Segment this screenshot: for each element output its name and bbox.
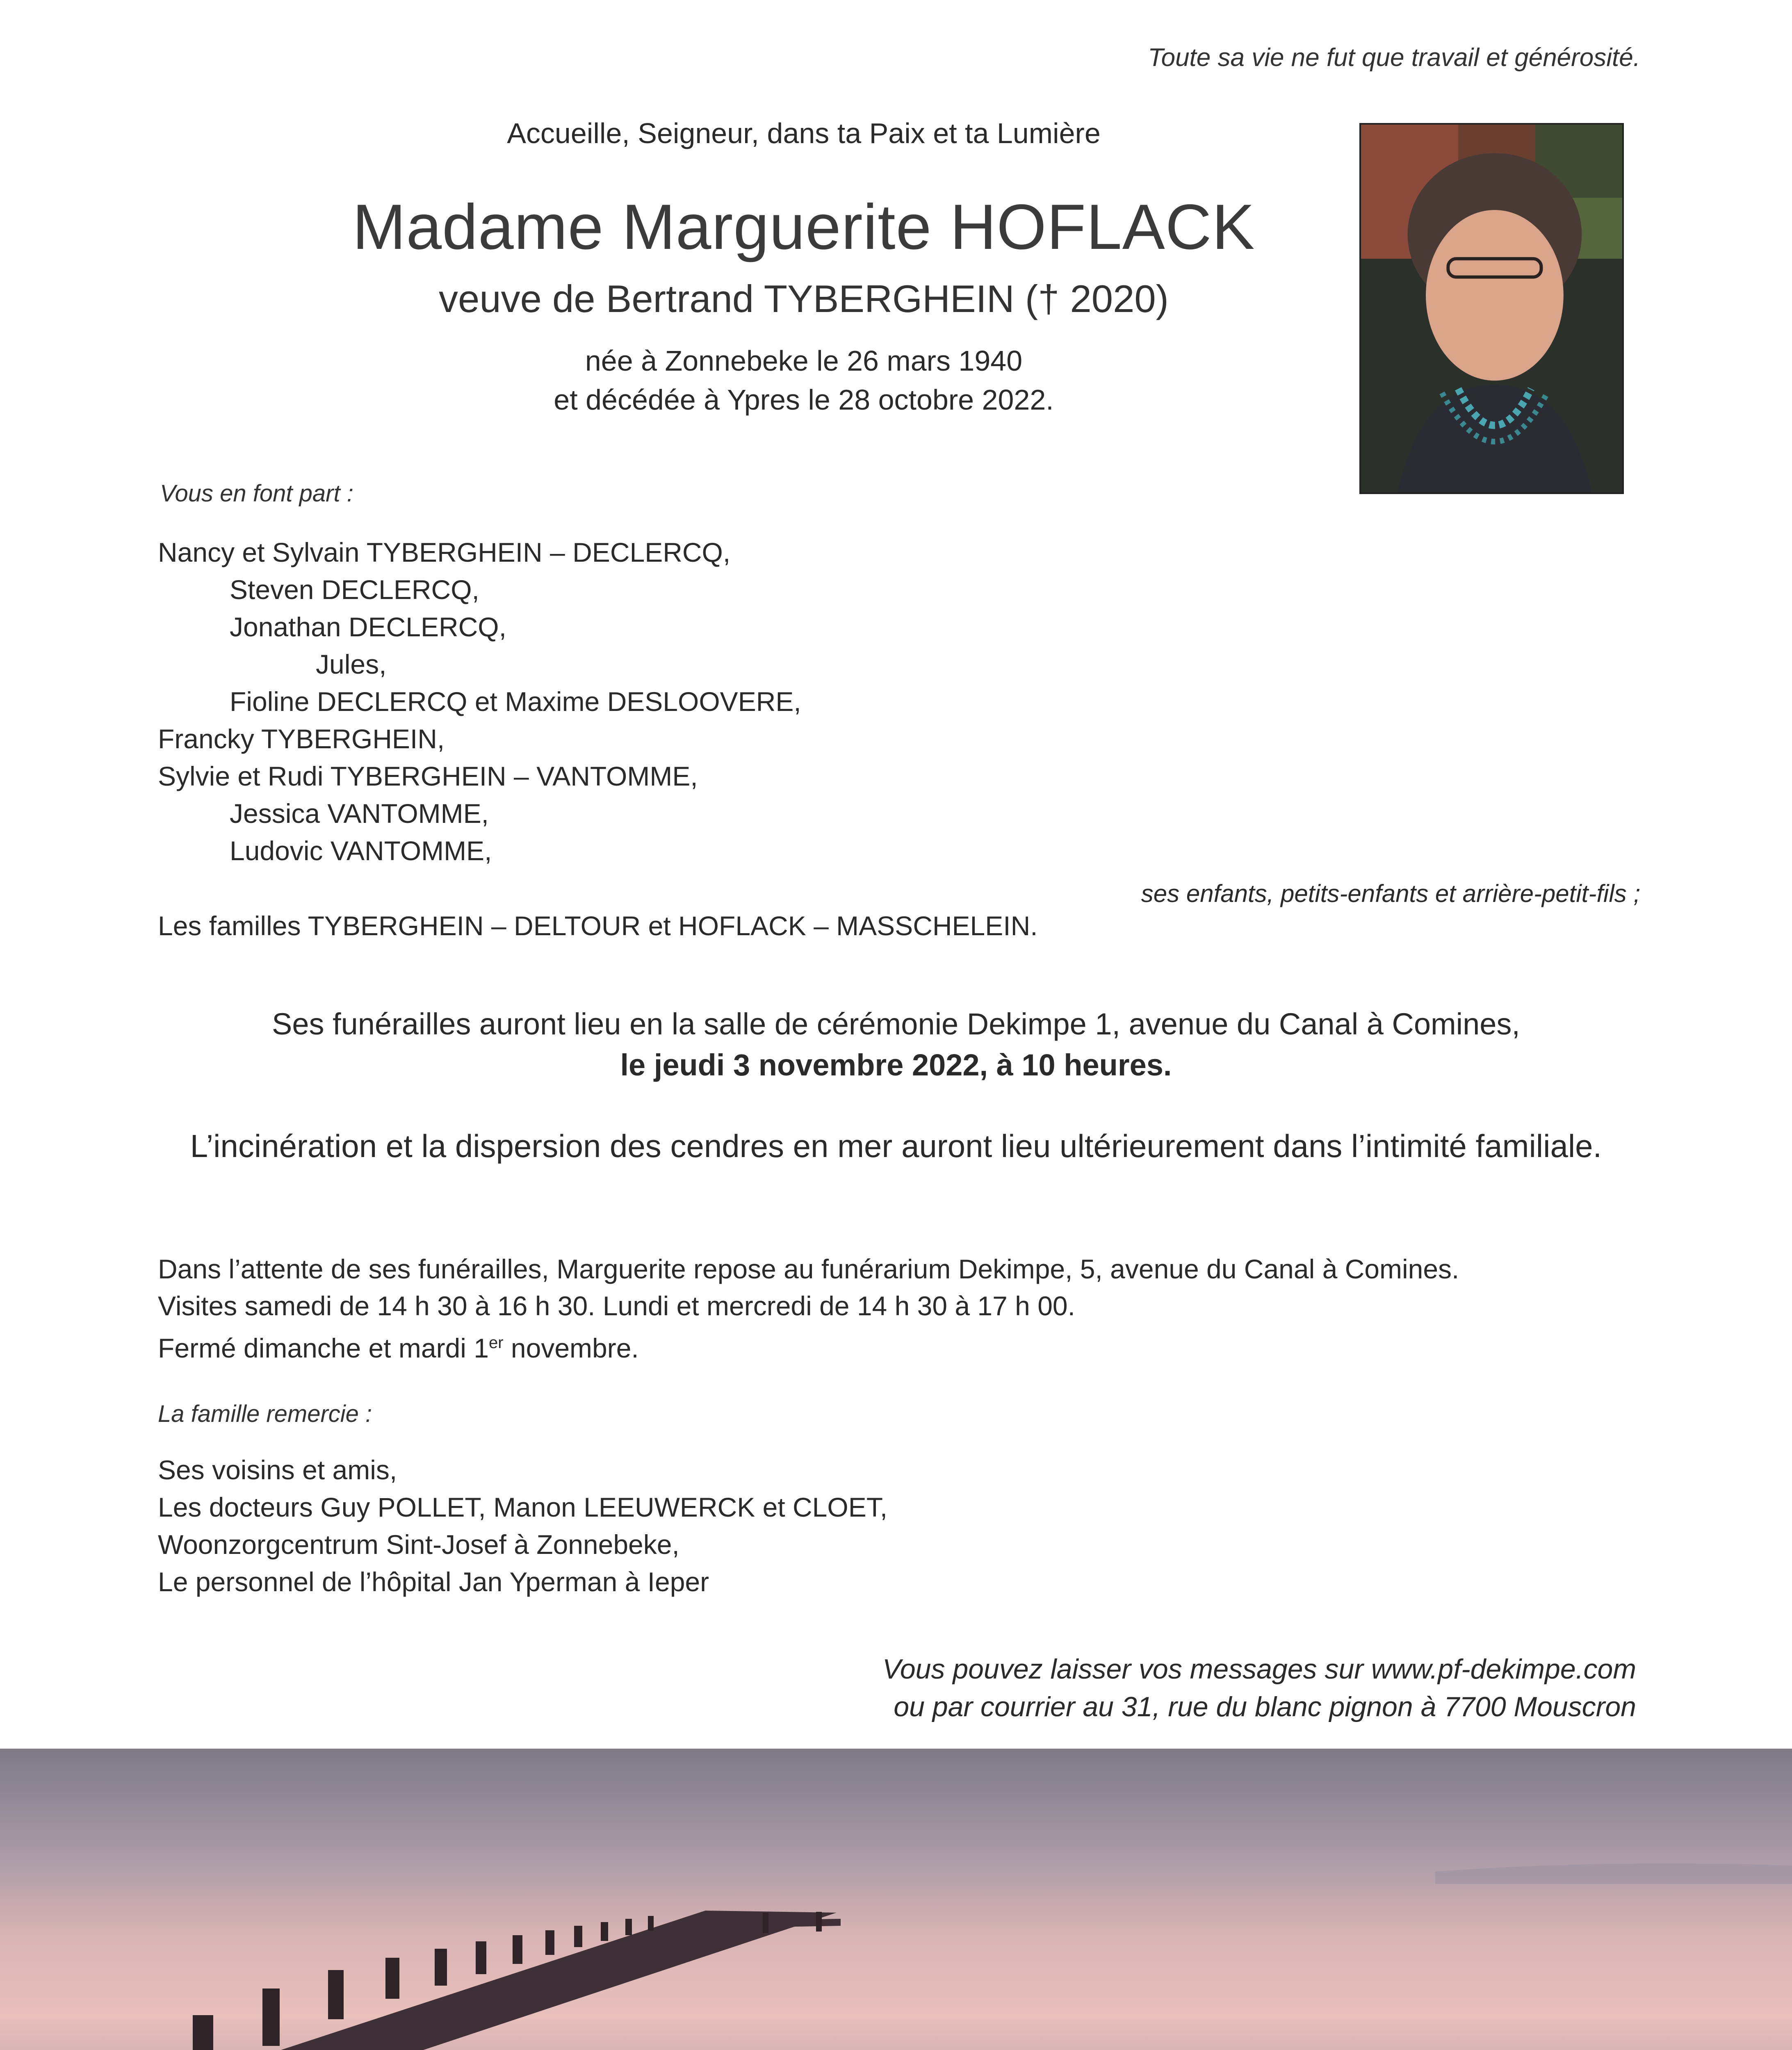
thanks-header: La famille remercie : <box>158 1401 372 1427</box>
family-member: Sylvie et Rudi TYBERGHEIN – VANTOMME, <box>158 761 698 791</box>
thanks-item: Woonzorgcentrum Sint-Josef à Zonnebeke, <box>158 1529 679 1560</box>
epigraph: Toute sa vie ne fut que travail et générosité. <box>1148 43 1640 72</box>
death-line: et décédée à Ypres le 28 octobre 2022. <box>554 384 1054 416</box>
sunset-pier-image <box>0 1749 1792 2050</box>
family-member: Jules, <box>316 649 387 679</box>
birth-line: née à Zonnebeke le 26 mars 1940 <box>585 345 1023 377</box>
prayer-line: Accueille, Seigneur, dans ta Paix et ta Lumière <box>507 117 1101 149</box>
thanks-item: Ses voisins et amis, <box>158 1455 397 1485</box>
announce-header: Vous en font part : <box>160 480 353 507</box>
family-member: Francky TYBERGHEIN, <box>158 724 445 754</box>
visitation-info <box>158 1250 1459 1367</box>
messages-website-line: Vous pouvez laisser vos messages sur www.pf-dekimpe.com <box>882 1654 1636 1685</box>
thanks-list <box>158 1451 887 1601</box>
visitation-line: Fermé dimanche et mardi 1er novembre. <box>158 1333 639 1363</box>
relation-line: ses enfants, petits-enfants et arrière-petit-fils ; <box>1141 880 1640 907</box>
portrait-photo <box>1359 123 1624 494</box>
family-member: Jonathan DECLERCQ, <box>230 612 506 642</box>
family-member: Jessica VANTOMME, <box>230 798 489 829</box>
messages-info <box>882 1650 1636 1726</box>
cremation-note: L’incinération et la dispersion des cendres en mer auront lieu ultérieurement dans l’intimité familiale. <box>190 1128 1602 1164</box>
visitation-line: Visites samedi de 14 h 30 à 16 h 30. Lundi et mercredi de 14 h 30 à 17 h 00. <box>158 1291 1075 1321</box>
family-member: Nancy et Sylvain TYBERGHEIN – DECLERCQ, <box>158 537 731 567</box>
widow-of-line: veuve de Bertrand TYBERGHEIN († 2020) <box>439 277 1169 320</box>
family-member: Steven DECLERCQ, <box>230 574 479 605</box>
funeral-datetime: le jeudi 3 novembre 2022, à 10 heures. <box>620 1048 1172 1082</box>
messages-mail-line: ou par courrier au 31, rue du blanc pignon à 7700 Mouscron <box>894 1691 1636 1722</box>
thanks-item: Le personnel de l’hôpital Jan Yperman à Ieper <box>158 1567 709 1597</box>
thanks-item: Les docteurs Guy POLLET, Manon LEEUWERCK et CLOET, <box>158 1492 888 1522</box>
family-list <box>158 534 801 870</box>
family-member: Ludovic VANTOMME, <box>230 836 492 866</box>
funeral-location: Ses funérailles auront lieu en la salle de cérémonie Dekimpe 1, avenue du Canal à Comines, <box>272 1007 1520 1041</box>
visitation-line: Dans l’attente de ses funérailles, Marguerite repose au funérarium Dekimpe, 5, avenue du Canal à Comines. <box>158 1254 1459 1284</box>
deceased-name: Madame Marguerite HOFLACK <box>352 191 1255 263</box>
families-line: Les familles TYBERGHEIN – DELTOUR et HOFLACK – MASSCHELEIN. <box>158 911 1038 941</box>
family-member: Fioline DECLERCQ et Maxime DESLOOVERE, <box>230 686 801 717</box>
